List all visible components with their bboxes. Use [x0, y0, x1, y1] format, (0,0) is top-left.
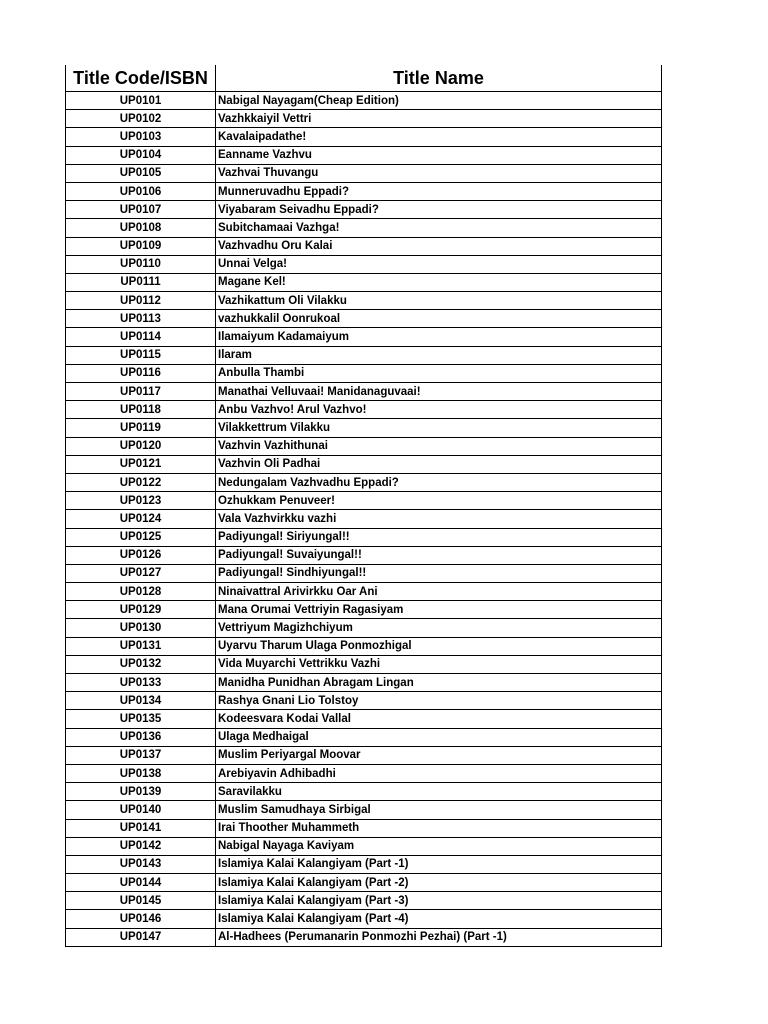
table-row [66, 728, 662, 746]
title-code-cell: UP0145 [66, 892, 216, 910]
table-row [66, 437, 662, 455]
title-code-cell: UP0126 [66, 546, 216, 564]
title-name-cell: Vazhvin Vazhithunai [216, 437, 662, 455]
table-row [66, 510, 662, 528]
title-name-cell: Vazhkkaiyil Vettri [216, 110, 662, 128]
header-row [66, 65, 662, 92]
table-row [66, 473, 662, 491]
table-row [66, 892, 662, 910]
table-row [66, 783, 662, 801]
title-name-cell: Ozhukkam Penuveer! [216, 492, 662, 510]
title-code-cell: UP0117 [66, 383, 216, 401]
title-code-cell: UP0138 [66, 764, 216, 782]
title-code-cell: UP0143 [66, 855, 216, 873]
table-row [66, 764, 662, 782]
table-row [66, 928, 662, 946]
table-row [66, 910, 662, 928]
title-code-cell: UP0128 [66, 583, 216, 601]
table-row [66, 619, 662, 637]
title-code-cell: UP0137 [66, 746, 216, 764]
table-row [66, 874, 662, 892]
title-name-cell: Vazhvadhu Oru Kalai [216, 237, 662, 255]
title-code-cell: UP0106 [66, 182, 216, 200]
title-name-cell: Padiyungal! Siriyungal!! [216, 528, 662, 546]
title-code-cell: UP0111 [66, 273, 216, 291]
title-name-cell: Nedungalam Vazhvadhu Eppadi? [216, 473, 662, 491]
title-name-cell: Arebiyavin Adhibadhi [216, 764, 662, 782]
table-row [66, 455, 662, 473]
table-row [66, 746, 662, 764]
title-table [65, 65, 662, 947]
title-name-cell: Ulaga Medhaigal [216, 728, 662, 746]
table-row [66, 273, 662, 291]
title-name-cell: Ilamaiyum Kadamaiyum [216, 328, 662, 346]
title-code-cell: UP0134 [66, 692, 216, 710]
title-name-cell: Vazhvin Oli Padhai [216, 455, 662, 473]
title-code-cell: UP0101 [66, 92, 216, 110]
title-name-cell: Islamiya Kalai Kalangiyam (Part -2) [216, 874, 662, 892]
table-row [66, 182, 662, 200]
table-row [66, 528, 662, 546]
table-row [66, 583, 662, 601]
table-row [66, 819, 662, 837]
title-name-cell: Kodeesvara Kodai Vallal [216, 710, 662, 728]
table-row [66, 710, 662, 728]
title-name-cell: Manathai Velluvaai! Manidanaguvaai! [216, 383, 662, 401]
table-row [66, 655, 662, 673]
table-row [66, 601, 662, 619]
table-row [66, 255, 662, 273]
table-row [66, 292, 662, 310]
table-row [66, 237, 662, 255]
title-name-cell: Vida Muyarchi Vettrikku Vazhi [216, 655, 662, 673]
title-code-cell: UP0119 [66, 419, 216, 437]
title-name-cell: Uyarvu Tharum Ulaga Ponmozhigal [216, 637, 662, 655]
table-row [66, 310, 662, 328]
table-row [66, 801, 662, 819]
title-name-cell: vazhukkalil Oonrukoal [216, 310, 662, 328]
title-name-cell: Ilaram [216, 346, 662, 364]
title-code-cell: UP0125 [66, 528, 216, 546]
table-row [66, 674, 662, 692]
table-row [66, 346, 662, 364]
table-row [66, 837, 662, 855]
title-code-cell: UP0142 [66, 837, 216, 855]
title-name-cell: Anbulla Thambi [216, 364, 662, 382]
table-row [66, 492, 662, 510]
table-row [66, 401, 662, 419]
title-name-cell: Vazhikattum Oli Vilakku [216, 292, 662, 310]
title-code-cell: UP0133 [66, 674, 216, 692]
title-code-cell: UP0105 [66, 164, 216, 182]
table-row [66, 164, 662, 182]
title-code-cell: UP0109 [66, 237, 216, 255]
title-code-cell: UP0103 [66, 128, 216, 146]
title-code-cell: UP0116 [66, 364, 216, 382]
title-name-cell: Padiyungal! Sindhiyungal!! [216, 564, 662, 582]
title-code-cell: UP0132 [66, 655, 216, 673]
title-code-cell: UP0144 [66, 874, 216, 892]
title-code-cell: UP0123 [66, 492, 216, 510]
title-name-cell: Magane Kel! [216, 273, 662, 291]
title-name-cell: Islamiya Kalai Kalangiyam (Part -1) [216, 855, 662, 873]
table-row [66, 146, 662, 164]
title-code-cell: UP0135 [66, 710, 216, 728]
title-code-cell: UP0115 [66, 346, 216, 364]
title-name-cell: Nabigal Nayaga Kaviyam [216, 837, 662, 855]
title-name-cell: Mana Orumai Vettriyin Ragasiyam [216, 601, 662, 619]
title-name-cell: Anbu Vazhvo! Arul Vazhvo! [216, 401, 662, 419]
title-code-cell: UP0141 [66, 819, 216, 837]
title-name-cell: Padiyungal! Suvaiyungal!! [216, 546, 662, 564]
table-row [66, 383, 662, 401]
title-code-cell: UP0130 [66, 619, 216, 637]
title-code-cell: UP0110 [66, 255, 216, 273]
table-row [66, 128, 662, 146]
table-row [66, 364, 662, 382]
title-code-cell: UP0114 [66, 328, 216, 346]
title-code-cell: UP0140 [66, 801, 216, 819]
title-name-cell: Kavalaipadathe! [216, 128, 662, 146]
table-body [66, 92, 662, 947]
title-name-cell: Vala Vazhvirkku vazhi [216, 510, 662, 528]
table-row [66, 564, 662, 582]
title-code-cell: UP0118 [66, 401, 216, 419]
header-title-code: Title Code/ISBN [66, 65, 216, 92]
title-name-cell: Ninaivattral Arivirkku Oar Ani [216, 583, 662, 601]
table-row [66, 201, 662, 219]
title-name-cell: Manidha Punidhan Abragam Lingan [216, 674, 662, 692]
title-name-cell: Al-Hadhees (Perumanarin Ponmozhi Pezhai) (Part -1) [216, 928, 662, 946]
title-code-cell: UP0112 [66, 292, 216, 310]
title-code-cell: UP0107 [66, 201, 216, 219]
title-code-cell: UP0122 [66, 473, 216, 491]
title-name-cell: Vilakkettrum Vilakku [216, 419, 662, 437]
table-row [66, 637, 662, 655]
table-row [66, 855, 662, 873]
title-name-cell: Munneruvadhu Eppadi? [216, 182, 662, 200]
title-code-cell: UP0127 [66, 564, 216, 582]
title-code-cell: UP0104 [66, 146, 216, 164]
title-name-cell: Viyabaram Seivadhu Eppadi? [216, 201, 662, 219]
title-code-cell: UP0139 [66, 783, 216, 801]
title-code-cell: UP0124 [66, 510, 216, 528]
title-code-cell: UP0136 [66, 728, 216, 746]
title-name-cell: Muslim Samudhaya Sirbigal [216, 801, 662, 819]
title-name-cell: Rashya Gnani Lio Tolstoy [216, 692, 662, 710]
title-code-cell: UP0108 [66, 219, 216, 237]
table-row [66, 419, 662, 437]
table-row [66, 110, 662, 128]
title-name-cell: Irai Thoother Muhammeth [216, 819, 662, 837]
title-code-cell: UP0113 [66, 310, 216, 328]
table-row [66, 219, 662, 237]
title-name-cell: Islamiya Kalai Kalangiyam (Part -4) [216, 910, 662, 928]
table-row [66, 328, 662, 346]
title-name-cell: Eanname Vazhvu [216, 146, 662, 164]
table-row [66, 546, 662, 564]
title-name-cell: Muslim Periyargal Moovar [216, 746, 662, 764]
title-code-cell: UP0102 [66, 110, 216, 128]
title-code-cell: UP0120 [66, 437, 216, 455]
title-name-cell: Vettriyum Magizhchiyum [216, 619, 662, 637]
title-code-cell: UP0121 [66, 455, 216, 473]
table-row [66, 692, 662, 710]
title-name-cell: Saravilakku [216, 783, 662, 801]
title-name-cell: Vazhvai Thuvangu [216, 164, 662, 182]
title-code-cell: UP0147 [66, 928, 216, 946]
title-name-cell: Islamiya Kalai Kalangiyam (Part -3) [216, 892, 662, 910]
header-title-name: Title Name [216, 65, 662, 92]
title-list-sheet [65, 65, 661, 947]
title-code-cell: UP0131 [66, 637, 216, 655]
title-name-cell: Unnai Velga! [216, 255, 662, 273]
title-name-cell: Nabigal Nayagam(Cheap Edition) [216, 92, 662, 110]
table-row [66, 92, 662, 110]
title-code-cell: UP0129 [66, 601, 216, 619]
title-code-cell: UP0146 [66, 910, 216, 928]
title-name-cell: Subitchamaai Vazhga! [216, 219, 662, 237]
